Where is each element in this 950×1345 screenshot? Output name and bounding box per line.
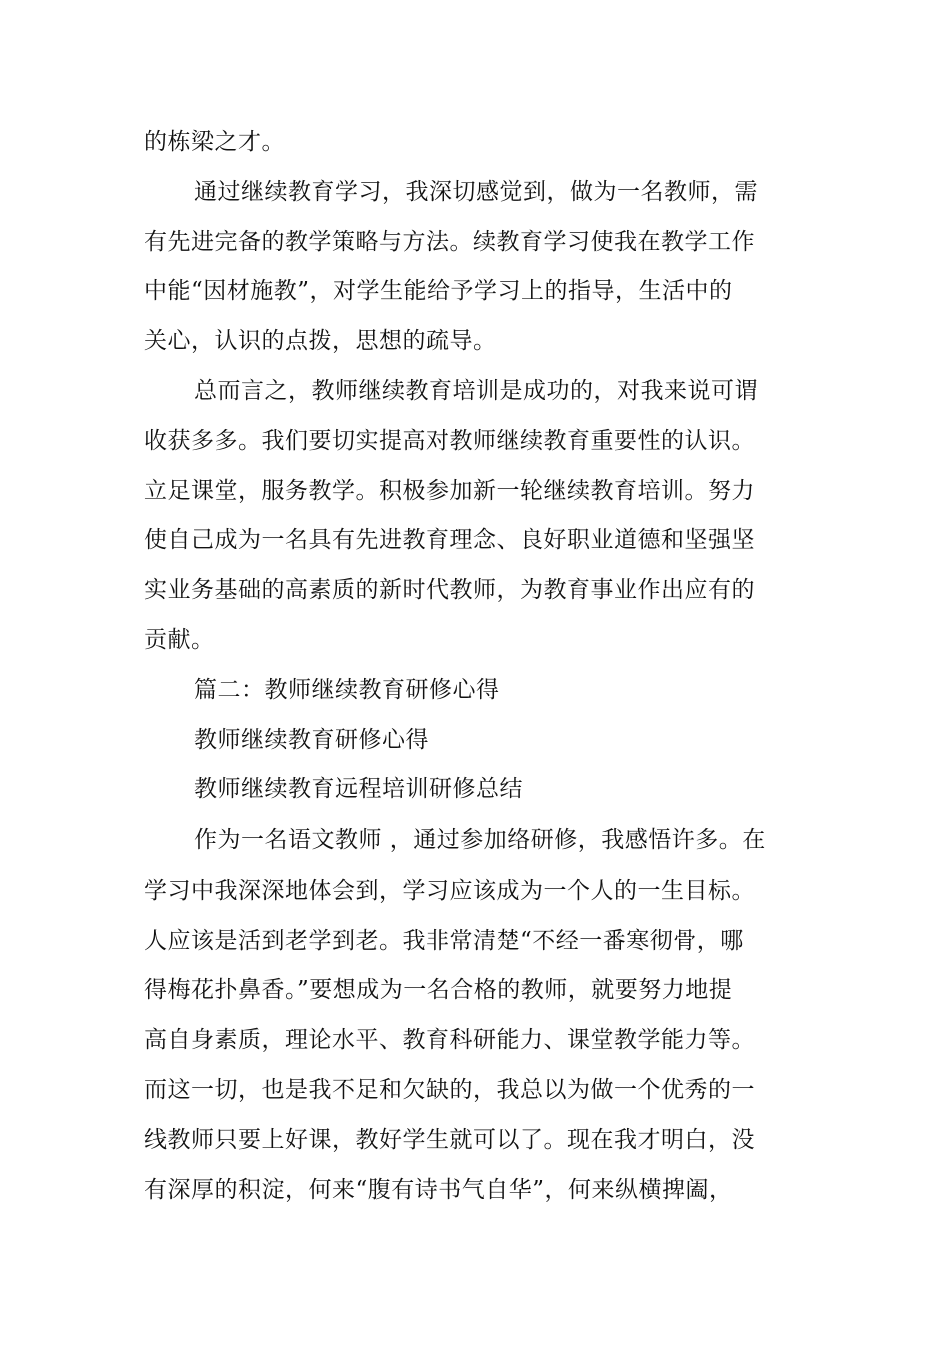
- text-line: 中能“因材施教”，对学生能给予学习上的指导，生活中的: [144, 278, 733, 304]
- text-line: 立足课堂，服务教学。积极参加新一轮继续教育培训。努力: [144, 478, 755, 504]
- text-line: 高自身素质，理论水平、教育科研能力、课堂教学能力等。: [144, 1027, 755, 1053]
- text-line: 有深厚的积淀，何来“腹有诗书气自华”，何来纵横捭阖，: [144, 1177, 733, 1203]
- text-line: 的栋梁之才。: [144, 129, 285, 155]
- text-line: 得梅花扑鼻香。”要想成为一名合格的教师，就要努力地提: [144, 977, 733, 1003]
- section-title: 教师继续教育研修心得: [194, 727, 429, 753]
- section-heading: 篇二：教师继续教育研修心得: [194, 677, 500, 703]
- section-subtitle: 教师继续教育远程培训研修总结: [194, 776, 523, 802]
- paragraph-start-line: 作为一名语文教师 ，通过参加络研修，我感悟许多。在: [194, 827, 766, 853]
- text-line: 学习中我深深地体会到，学习应该成为一个人的一生目标。: [144, 878, 755, 904]
- paragraph-start-line: 通过继续教育学习，我深切感觉到，做为一名教师，需: [194, 179, 758, 205]
- text-line: 关心，认识的点拨，思想的疏导。: [144, 328, 497, 354]
- text-line: 而这一切，也是我不足和欠缺的，我总以为做一个优秀的一: [144, 1077, 755, 1103]
- paragraph-start-line: 总而言之，教师继续教育培训是成功的，对我来说可谓: [194, 378, 758, 404]
- text-line: 使自己成为一名具有先进教育理念、良好职业道德和坚强坚: [144, 527, 755, 553]
- text-line: 人应该是活到老学到老。我非常清楚“不经一番寒彻骨，哪: [144, 928, 744, 954]
- text-line: 实业务基础的高素质的新时代教师，为教育事业作出应有的: [144, 577, 755, 603]
- text-line: 有先进完备的教学策略与方法。续教育学习使我在教学工作: [144, 229, 755, 255]
- text-line: 贡献。: [144, 627, 215, 653]
- text-line: 线教师只要上好课，教好学生就可以了。现在我才明白，没: [144, 1127, 755, 1153]
- text-line: 收获多多。我们要切实提高对教师继续教育重要性的认识。: [144, 428, 755, 454]
